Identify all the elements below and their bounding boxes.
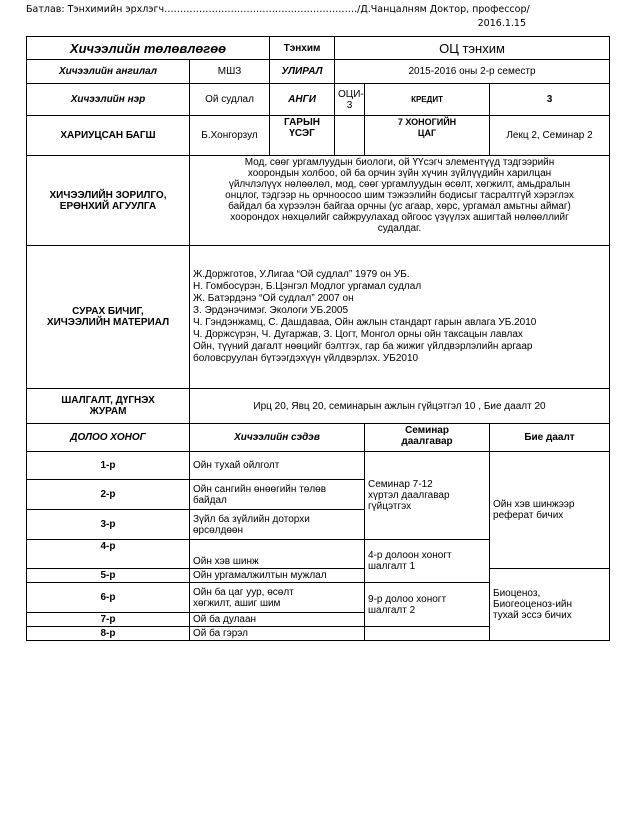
seminar-cell: Семинар 7-12 хүртэл даалгавар гүйцэтгэх [365, 452, 490, 540]
topic-cell: Ойн хэв шинж [190, 540, 365, 569]
code-value [335, 116, 365, 156]
dept-value: ОЦ тэнхим [335, 37, 610, 60]
name-label: Хичээлийн нэр [27, 84, 190, 116]
class-value: ОЦИ- 3 [335, 84, 365, 116]
week-cell: 1-р [27, 452, 190, 480]
weekly-hours-value: Лекц 2, Семинар 2 [490, 116, 610, 156]
teacher-label: ХАРИУЦСАН БАГШ [27, 116, 190, 156]
dept-label: Тэнхим [270, 37, 335, 60]
week-cell: 2-р [27, 480, 190, 510]
term-value: 2015-2016 оны 2-р семестр [335, 60, 610, 84]
approval-header [26, 4, 616, 29]
approval-date: 2016.1.15 [477, 18, 526, 29]
name-value: Ой судлал [190, 84, 270, 116]
seminar-cell: 4-р долоон хоногт шалгалт 1 [365, 540, 490, 583]
type-label: Хичээлийн ангилал [27, 60, 190, 84]
week-cell: 5-р [27, 569, 190, 583]
materials-label: СУРАХ БИЧИГ, ХИЧЭЭЛИЙН МАТЕРИАЛ [27, 246, 190, 389]
week-cell: 4-р [27, 540, 190, 569]
class-label: АНГИ [270, 84, 335, 116]
seminar-cell: 9-р долоо хоногт шалгалт 2 [365, 583, 490, 627]
type-value: МШЗ [190, 60, 270, 84]
topic-cell: Ойн тухай ойлголт [190, 452, 365, 480]
self-study-cell: Биоценоз, Биогеоценоз-ийн тухай эссэ бичих [490, 569, 610, 641]
week-cell: 7-р [27, 613, 190, 627]
grading-value: Ирц 20, Явц 20, семинарын ажлын гүйцэтгэл 10 , Бие даалт 20 [190, 389, 610, 424]
topic-cell: Ойн сангийн өнөөгийн төлөв байдал [190, 480, 365, 510]
col-header-self-study: Бие даалт [490, 424, 610, 452]
syllabus-table [26, 36, 610, 641]
teacher-value: Б.Хонгорзул [190, 116, 270, 156]
credit-label: КРЕДИТ [365, 84, 490, 116]
week-cell: 6-р [27, 583, 190, 613]
topic-cell: Ойн ургамалжилтын мужлал [190, 569, 365, 583]
topic-cell: Ой ба дулаан [190, 613, 365, 627]
credit-value: 3 [490, 84, 610, 116]
plan-title: Хичээлийн төлөвлөгөө [27, 37, 270, 60]
week-cell: 8-р [27, 627, 190, 641]
topic-cell: Ой ба гэрэл [190, 627, 365, 641]
week-cell: 3-р [27, 510, 190, 540]
term-label: УЛИРАЛ [270, 60, 335, 84]
self-study-cell: Ойн хэв шинжээр реферат бичих [490, 452, 610, 569]
approval-line: Батлав: Тэнхимийн эрхлэгч……………………………………………………./Д.Чанцалням Доктор, профессор/ [26, 4, 530, 15]
topic-cell: Ойн ба цаг уур, өсөлт хөгжилт, ашиг шим [190, 583, 365, 613]
col-header-topic: Хичээлийн сэдэв [190, 424, 365, 452]
grading-label: ШАЛГАЛТ, ДҮГНЭХ ЖУРАМ [27, 389, 190, 424]
goal-label: ХИЧЭЭЛИЙН ЗОРИЛГО, ЕРӨНХИЙ АГУУЛГА [27, 156, 190, 246]
goal-text: Мод, сөөг ургамлуудын биологи, ой ҮҮсэгч элементүүд тэдгээрийн хоорондын холбоо, ой ба орчин зүйн хүчин зүйлүүдийн харилцан үйлчлэлүүх нөлөөлөл, мод, сөөг ургамлуудын өсөлт, хөгжилт, амьдралын онцлог, тэдгээр нь орчноосоо шим тэжээлийн бодисыг тасралтгүй хэрэглэх байдал ба хүрээлэн байгаа орчны (ус агаар, хөрс, ургамал амьтны аймаг) хоорондох нөхцөлийг сайжруулахад ойгоос үзүүлэх ашигтай нөлөөллийг судалдаг. [190, 156, 610, 246]
code-label: ГАРЫН ҮСЭГ [270, 116, 335, 156]
col-header-week: ДОЛОО ХОНОГ [27, 424, 190, 452]
topic-cell: Зүйл ба зүйлийн доторхи өрсөлдөөн [190, 510, 365, 540]
col-header-seminar: Семинар даалгавар [365, 424, 490, 452]
materials-text: Ж.Доржготов, У.Лигаа “Ой судлал” 1979 он УБ. Н. Гомбосүрэн, Б.Цэнгэл Модлог ургамал судлал Ж. Батэрдэнэ “Ой судлал” 2007 он З. Эрдэнэчимэг. Экологи УБ.2005 Ч. Гэндэнжамц, С. Дашдаваа, Ойн ажлын стандарт гарын авлага УБ.2010 Ч. Доржсүрэн, Ч. Дугаржав, З. Цогт, Монгол орны ойн таксацын лавлах Ойн, түүний дагалт нөөцийг бэлтгэх, гар ба жижиг үйлдвэрлэлийн аргаар боловсруулан бүтээгдэхүүн үйлдвэрлэх. УБ2010 [190, 246, 610, 389]
weekly-hours-label: 7 ХОНОГИЙН ЦАГ [365, 116, 490, 156]
seminar-cell-empty [365, 627, 490, 641]
